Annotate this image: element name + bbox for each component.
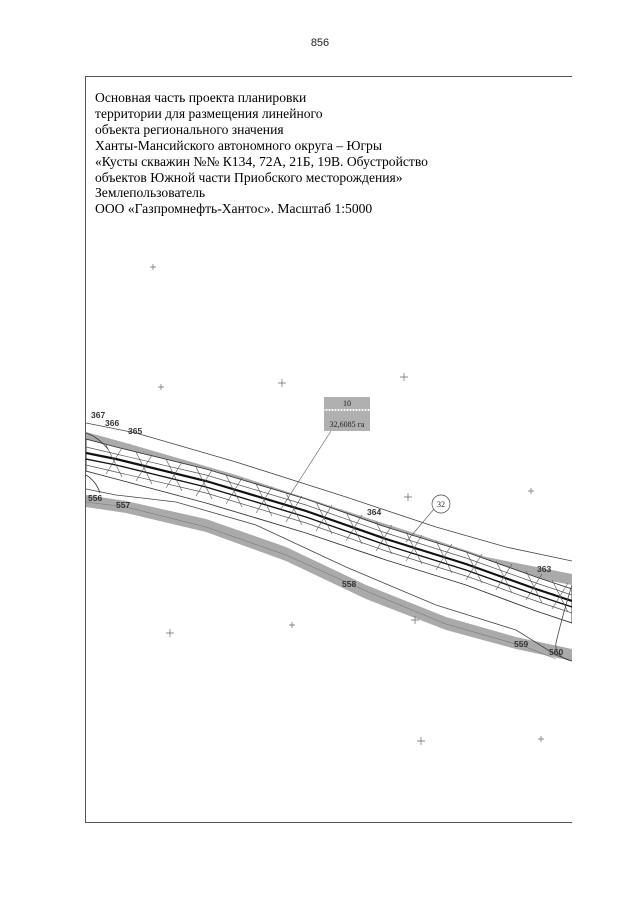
point-label-557: 557 xyxy=(116,500,131,510)
point-label-558: 558 xyxy=(342,579,357,589)
point-label-365: 365 xyxy=(128,426,143,436)
title-line-5: «Кусты скважин №№ К134, 72А, 21Б, 19В. Обустройство xyxy=(95,153,428,169)
corridor xyxy=(86,433,572,623)
point-label-366: 366 xyxy=(105,418,120,428)
title-line-4: Ханты-Мансийского автономного округа – Югры xyxy=(95,137,382,153)
point-label-363: 363 xyxy=(537,564,552,574)
point-label-556: 556 xyxy=(88,493,103,503)
map-sheet xyxy=(85,76,572,823)
grid-crosses xyxy=(150,264,544,745)
title-line-2: территории для размещения линейного xyxy=(95,105,323,121)
point-label-367: 367 xyxy=(91,410,106,420)
title-block xyxy=(95,90,565,217)
title-line-3: объекта регионального значения xyxy=(95,121,284,137)
circle-label: 32 xyxy=(437,500,445,509)
point-label-559: 559 xyxy=(514,639,529,649)
parcel-number: 10 xyxy=(343,399,351,408)
title-line-1: Основная часть проекта планировки xyxy=(95,90,307,105)
title-line-6: объектов Южной части Приобского месторождения» xyxy=(95,169,403,185)
title-line-7: Землепользователь xyxy=(95,185,206,201)
title-line-8: ООО «Газпромнефть-Хантос». Масштаб 1:5000 xyxy=(95,201,373,217)
page-number: 856 xyxy=(310,37,330,49)
parcel-area: 32,6085 га xyxy=(329,420,365,429)
point-label-364: 364 xyxy=(367,507,382,517)
point-label-560: 560 xyxy=(549,647,564,657)
parcel-leader-line xyxy=(281,431,331,509)
